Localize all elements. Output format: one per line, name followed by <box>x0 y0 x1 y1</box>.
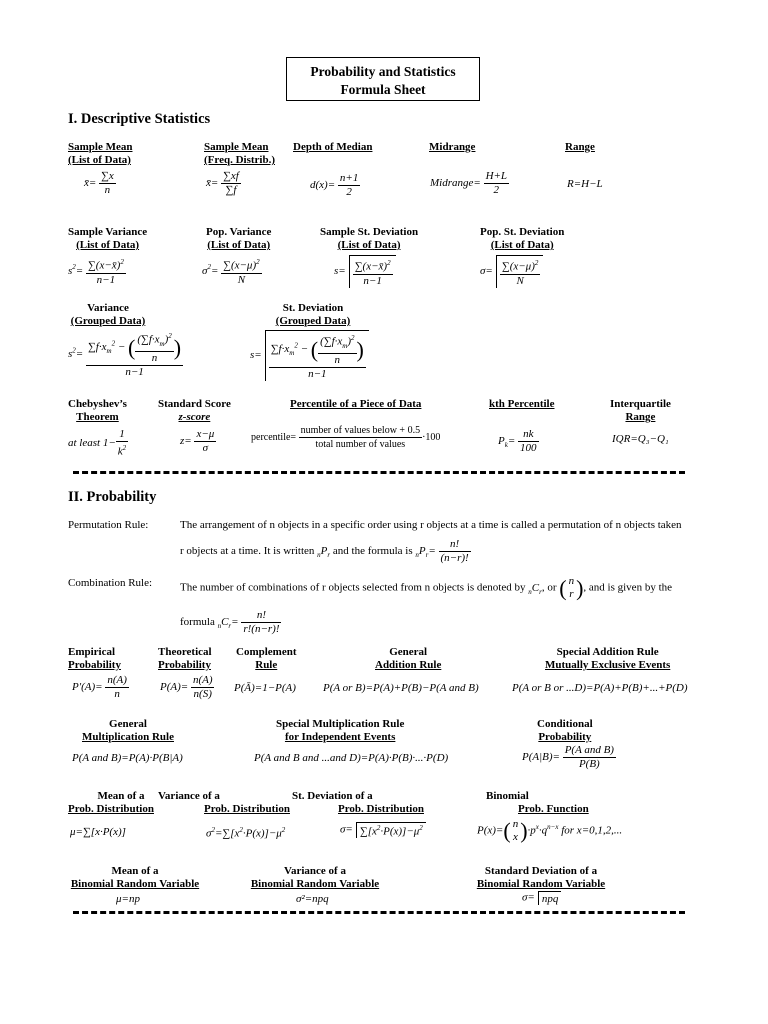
variance-grouped-formula: $s^2=$ $\sum f\cdot x_m^2$ − ( $\frac{(\sum f\cdot x_m)^2}{n}$ ) n−1 <box>68 332 182 378</box>
combination-text: The number of combinations of r objects selected from n objects is denoted by $_nC_r$, or ( n r ), and is given by the <box>180 575 673 600</box>
iqr-formula: IQR=Q₃−Q₁ <box>612 433 669 445</box>
sd-pd-formula: $\sigma= \sum[x^2\cdot P(x)]-\mu^2$ <box>340 822 426 838</box>
theoretical-formula: P(A)= $\frac{n(A)}{n(S)}$ <box>160 674 213 700</box>
sd-brv-heading <box>474 865 608 891</box>
percentile-denominator: total number of values <box>315 439 406 450</box>
empirical-heading <box>68 646 121 672</box>
depth-median-heading <box>293 141 372 154</box>
heading-line: Binomial Random Variable <box>250 878 380 890</box>
heading-line: Range <box>565 141 595 153</box>
heading-line: Probability <box>538 731 592 743</box>
heading-line: kth Percentile <box>489 398 555 410</box>
general-multiplication-formula: P(A and B)=P(A)·P(B|A) <box>72 752 183 764</box>
heading-line: Prob. Distribution <box>338 803 424 815</box>
heading-line: General <box>109 718 147 730</box>
range-heading <box>565 141 595 154</box>
variance-pd-formula: $\sigma^2=\sum[x^2\cdot P(x)]-\mu^2$ <box>206 826 286 840</box>
conditional-formula: P(A|B)= $\frac{\text{P(A and B)}}{P(B)}$ <box>522 744 614 770</box>
heading-line: Pop. Variance <box>206 226 272 238</box>
heading-line: Probability <box>158 659 211 671</box>
heading-line: (List of Data) <box>76 239 140 251</box>
heading-line: Variance of a <box>284 865 346 877</box>
heading-line: St. Deviation <box>282 302 344 314</box>
heading-line: Sample St. Deviation <box>320 226 419 238</box>
heading-line: Sample Variance <box>68 226 148 238</box>
heading-line: Multiplication Rule <box>82 731 174 743</box>
variance-pd-heading <box>158 790 220 803</box>
percentile-formula <box>251 424 440 451</box>
sample-variance-heading <box>68 226 147 252</box>
percentile-numerator: number of values below + 0.5 <box>300 425 421 436</box>
heading-line: Binomial Random Variable <box>70 878 200 890</box>
general-addition-formula: P(A or B)=P(A)+P(B)−P(A and B) <box>323 682 479 694</box>
special-addition-heading <box>545 646 670 672</box>
special-addition-formula: P(A or B or ...D)=P(A)+P(B)+...+P(D) <box>512 682 688 694</box>
heading-line: Prob. Distribution <box>68 803 154 815</box>
sample-mean-freq-heading <box>204 141 275 167</box>
sample-mean-list-heading <box>68 141 132 167</box>
sample-mean-freq-formula: x̄= $\frac{\sum xf}{\sum f}$ <box>206 170 239 196</box>
chebyshev-formula: at least 1− $\frac{1}{k^2}$ <box>68 428 127 458</box>
heading-line: Rule <box>255 659 278 671</box>
heading-line: Probability <box>68 659 121 671</box>
heading-line: z-score <box>178 411 211 423</box>
mean-pd-formula: μ=∑[x·P(x)] <box>70 826 126 838</box>
title-line-2: Formula Sheet <box>340 82 426 97</box>
heading-line: (Grouped Data) <box>275 315 351 327</box>
depth-median-formula: d(x)= $\frac{n+1}{2}$ <box>310 172 359 198</box>
heading-line: Mean of a <box>97 790 145 802</box>
permutation-text <box>180 517 700 533</box>
complement-heading <box>236 646 297 672</box>
heading-line: Special Multiplication Rule <box>276 718 405 730</box>
heading-line: Addition Rule <box>375 659 442 671</box>
heading-line: Variance <box>87 302 129 314</box>
binomial-function-heading <box>486 790 529 803</box>
pop-variance-heading <box>206 226 271 252</box>
binomial-function-formula: P(x)=( n x )$\cdot p^x\cdot q^{n-x}$ for x=0,1,2,... <box>477 818 623 843</box>
mean-brv-heading <box>68 865 202 891</box>
heading-line: Sample Mean <box>204 141 269 153</box>
section-divider <box>73 911 685 914</box>
mean-pd-heading <box>68 790 154 816</box>
combination-or: , or <box>541 581 557 594</box>
permutation-text-line2: r objects at a time. It is written $_nP_r$ and the formula is $_nP_r=$ $\frac{n!}{(n-r)!}$ <box>180 538 469 564</box>
zscore-formula: z= $\frac{x-\mu}{\sigma}$ <box>180 428 215 454</box>
special-multiplication-formula: P(A and B and ...and D)=P(A)·P(B)·...·P(D) <box>254 752 449 764</box>
empirical-formula: P′(A)= $\frac{n(A)}{n}$ <box>72 674 127 700</box>
combination-formula-intro: formula <box>180 616 215 629</box>
pop-sd-heading <box>480 226 564 252</box>
heading-line: Pop. St. Deviation <box>480 226 565 238</box>
pop-sd-formula: σ= $\frac{\sum(x-\mu)^2}{N}$ <box>480 255 543 288</box>
heading-line: for Independent Events <box>284 731 396 743</box>
combination-text-line1: The number of combinations of r objects selected from n objects is denoted by <box>180 581 526 594</box>
variance-pd-subheading <box>204 803 290 816</box>
combination-given: , and is given by the <box>583 581 673 594</box>
binomial-function-domain: for x=0,1,2,... <box>561 824 623 837</box>
midrange-formula <box>430 170 509 197</box>
sd-grouped-formula: s= $\sum f\cdot x_m^2$ − ( $\frac{(\sum f\cdot x_m)^2}{n}$ ) n−1 <box>250 330 369 381</box>
midrange-lhs: Midrange= <box>430 177 481 190</box>
general-multiplication-heading <box>68 718 188 744</box>
sd-pd-heading <box>292 790 373 803</box>
title-line-1: Probability and Statistics <box>310 64 456 79</box>
zscore-heading <box>158 398 231 424</box>
heading-line: Variance of a <box>158 790 220 802</box>
section-divider <box>73 471 685 474</box>
heading-line: Prob. Distribution <box>204 803 290 815</box>
heading-line: Empirical <box>68 646 116 658</box>
heading-line: (Freq. Distrib.) <box>204 154 275 166</box>
special-multiplication-heading <box>276 718 404 744</box>
heading-line: Interquartile <box>610 398 671 410</box>
iqr-heading <box>610 398 671 424</box>
heading-line: Sample Mean <box>68 141 133 153</box>
midrange-denominator: 2 <box>493 184 500 196</box>
midrange-heading <box>429 141 475 154</box>
heading-line: Chebyshev’s <box>68 398 127 410</box>
heading-line: Standard Deviation of a <box>484 865 598 877</box>
combination-label: Combination Rule: <box>68 577 153 589</box>
heading-line: (Grouped Data) <box>70 315 146 327</box>
sd-grouped-heading <box>273 302 353 328</box>
permutation-label: Permutation Rule: <box>68 519 149 531</box>
heading-line: Percentile of a Piece of Data <box>290 398 422 410</box>
kth-percentile-formula: $P_k=$ $\frac{nk}{100}$ <box>498 428 537 454</box>
sample-sd-heading <box>320 226 418 252</box>
variance-brv-heading <box>248 865 382 891</box>
heading-line: Theoretical <box>158 646 212 658</box>
heading-line: Prob. Function <box>518 803 589 815</box>
heading-line: (List of Data) <box>337 239 401 251</box>
heading-line: Theorem <box>76 411 119 423</box>
range-formula: R=H−L <box>567 178 603 190</box>
percentile-heading <box>290 398 421 411</box>
complement-formula: P(Ā)=1−P(A) <box>234 682 296 694</box>
heading-line: Standard Score <box>158 398 231 410</box>
theoretical-heading <box>158 646 212 672</box>
kth-percentile-heading <box>489 398 554 411</box>
sd-brv-formula <box>522 891 561 905</box>
chebyshev-lhs: at least 1− <box>68 436 116 449</box>
heading-line: (List of Data) <box>68 154 131 166</box>
sample-sd-formula: s= $\frac{\sum(x-x̄)^2}{n-1}$ <box>334 255 396 288</box>
heading-line: Binomial Random Variable <box>476 878 606 890</box>
chebyshev-heading <box>68 398 127 424</box>
permutation-formula-intro: and the formula is <box>332 545 413 558</box>
percentile-lhs: percentile= <box>251 431 297 443</box>
percentile-rhs: ·100 <box>422 431 441 443</box>
heading-line: Range <box>625 411 656 423</box>
mean-brv-formula: μ=np <box>116 893 140 905</box>
sample-mean-list-formula: x̄= $\frac{\sum x}{n}$ <box>84 170 114 196</box>
heading-line: General <box>389 646 428 658</box>
binomial-function-subheading <box>518 803 589 816</box>
midrange-numerator: H+L <box>485 170 508 182</box>
heading-line: St. Deviation of a <box>292 790 373 802</box>
combination-formula-line: formula $_nC_r=$ $\frac{n!}{r!(n-r)!}$ <box>180 609 280 635</box>
pop-variance-formula: $\sigma^2=$ $\frac{\sum(x-\mu)^2}{N}$ <box>202 258 260 286</box>
sd-pd-subheading <box>338 803 424 816</box>
heading-line: (List of Data) <box>490 239 554 251</box>
heading-line: Complement <box>236 646 297 658</box>
section-heading-descriptive: I. Descriptive Statistics <box>68 111 211 127</box>
general-addition-heading <box>375 646 441 672</box>
variance-grouped-heading <box>68 302 148 328</box>
page-title <box>286 57 480 101</box>
heading-line: (List of Data) <box>207 239 271 251</box>
heading-line: Conditional <box>537 718 593 730</box>
heading-line: Special Addition Rule <box>556 646 659 658</box>
sample-variance-formula: $s^2=$ $\frac{\sum(x-x̄)^2}{n-1}$ <box>68 258 124 286</box>
sd-brv-radicand: npq <box>538 891 562 905</box>
permutation-text-line1: The arrangement of n objects in a specific order using r objects at a time is called a permutation of n objects taken <box>180 519 682 531</box>
heading-line: Mutually Exclusive Events <box>545 659 671 671</box>
permutation-written: r objects at a time. It is written <box>180 545 315 558</box>
heading-line: Mean of a <box>111 865 159 877</box>
conditional-heading <box>537 718 593 744</box>
section-heading-probability: II. Probability <box>68 489 157 505</box>
heading-line: Binomial <box>486 790 529 802</box>
heading-line: Depth of Median <box>293 141 373 153</box>
heading-line: Midrange <box>429 141 476 153</box>
variance-brv-formula: σ²=npq <box>296 893 329 905</box>
sd-brv-lhs: σ= <box>522 891 535 904</box>
